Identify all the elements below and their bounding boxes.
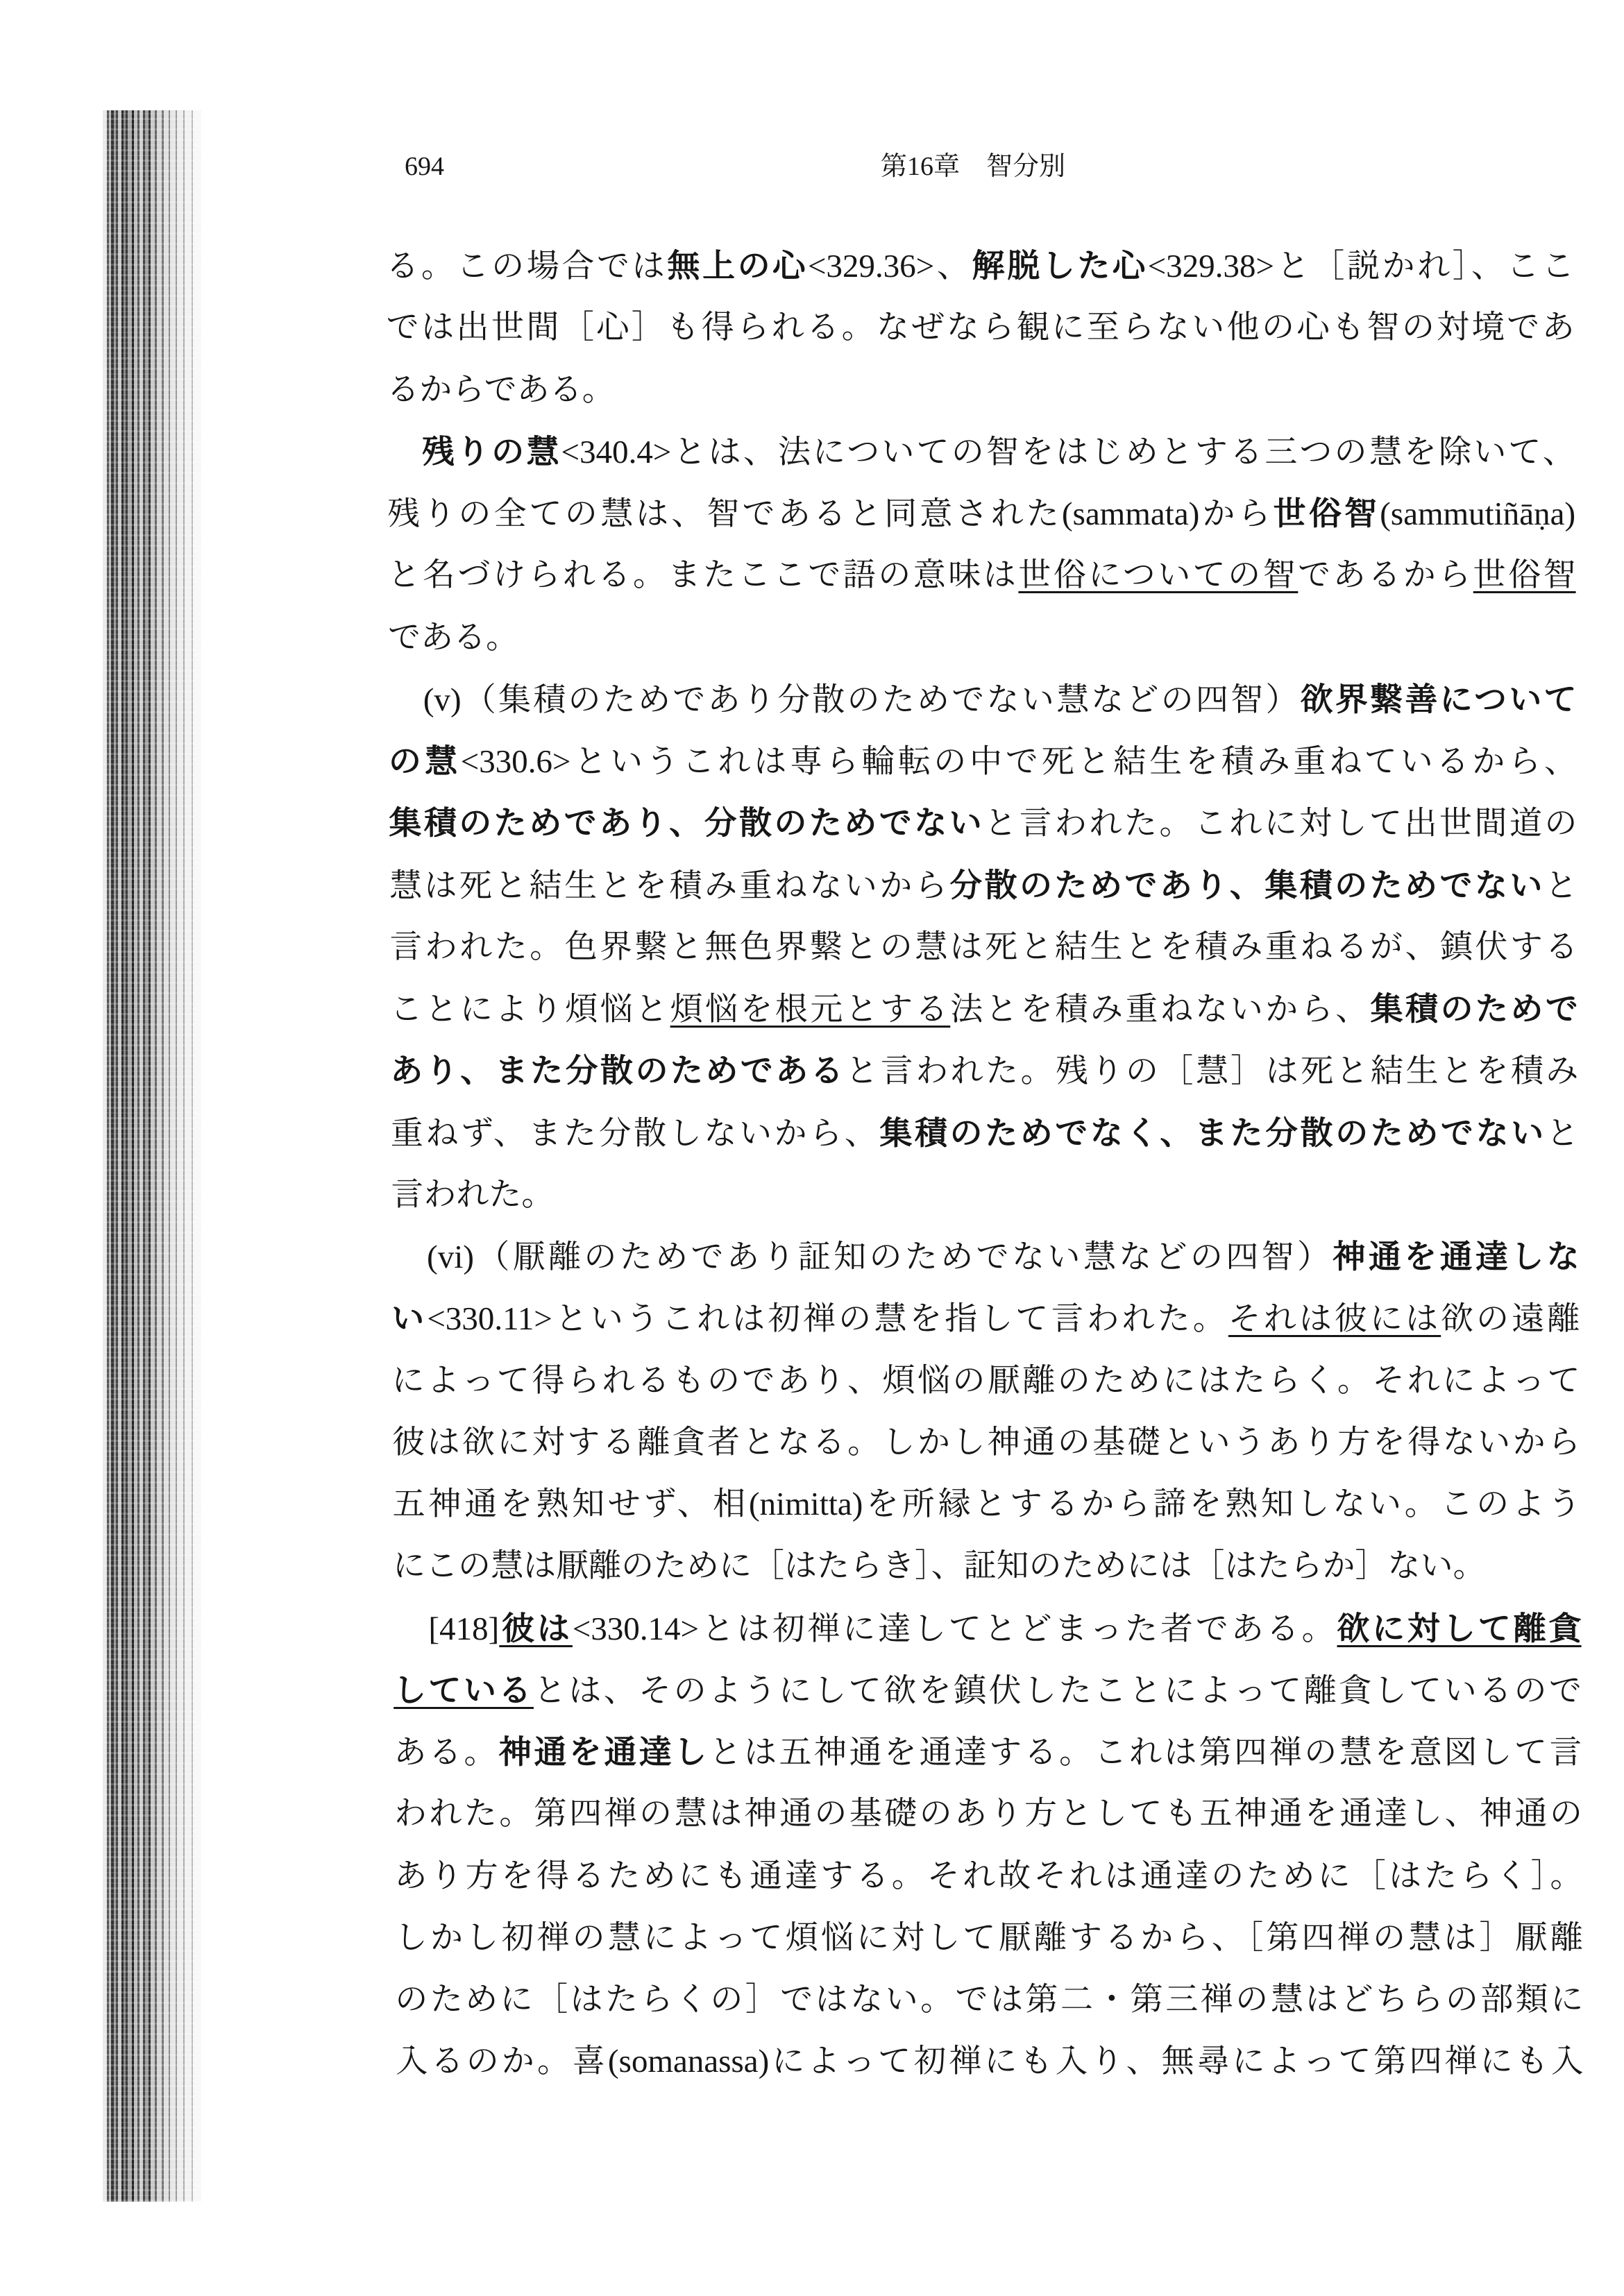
text-run: 重ねず、また分散しないから、 — [390, 1115, 880, 1152]
text-run: ある。 — [394, 1735, 499, 1771]
text-line — [394, 1660, 1582, 1721]
text-line — [389, 731, 1577, 792]
bold-underlined-text: している — [393, 1671, 534, 1710]
text-line — [391, 1164, 1579, 1226]
text-run: とは五神通を通達する。これは第四禅の慧を意図して言 — [709, 1735, 1582, 1771]
text-run: あり方を得るためにも通達する。それ故それは通達のために［はたらく］。 — [394, 1857, 1583, 1894]
text-run: (sammutiñāṇa) — [1380, 496, 1576, 532]
underlined-text: 世俗智 — [1473, 557, 1576, 594]
text-line — [395, 1907, 1583, 1969]
text-line — [389, 855, 1578, 917]
text-run: のために［はたらくの］ではない。では第二・第三禅の慧はどちらの部類に — [395, 1982, 1584, 2018]
bold-text: の慧 — [388, 742, 461, 781]
text-line — [387, 483, 1575, 545]
text-run: <330.11>というこれは初禅の慧を指して言われた。 — [427, 1301, 1228, 1338]
text-run: 入るのか。喜(somanassa)によって初禅にも入り、無尋によって第四禅にも入 — [395, 2043, 1584, 2080]
body-text — [386, 235, 1584, 2093]
paragraph — [386, 235, 1575, 421]
bold-text: 残りの慧 — [421, 432, 561, 471]
text-run: 法とを積み重ねないから、 — [949, 992, 1371, 1028]
text-run: である。 — [387, 619, 519, 656]
text-line — [388, 607, 1576, 669]
text-run: 言われた。 — [391, 1176, 555, 1213]
text-run: と — [1546, 1115, 1579, 1152]
underlined-text: 世俗についての智 — [1018, 557, 1299, 594]
text-run: <329.36>、 — [807, 248, 972, 284]
text-line — [386, 297, 1574, 359]
bold-text: い — [391, 1300, 428, 1338]
text-run: によって得られるものであり、煩悩の厭離のためにはたらく。それによって — [391, 1362, 1580, 1399]
text-run: 残りの全ての慧は、智であると同意された(sammata)から — [387, 496, 1274, 532]
text-run: る。この場合では — [386, 248, 668, 284]
text-run: <330.6>というこれは専ら輪転の中で死と結生を積み重ねているから、 — [460, 744, 1578, 780]
underlined-text: それは彼には — [1228, 1301, 1441, 1338]
text-line — [391, 1103, 1579, 1164]
text-line — [391, 1226, 1579, 1288]
text-run: (vi)（厭離のためであり証知のためでない慧などの四智） — [391, 1239, 1333, 1275]
page-number: 694 — [405, 152, 444, 181]
paragraph — [391, 1226, 1581, 1598]
text-line — [394, 1783, 1582, 1845]
running-title: 第16章 智分別 — [880, 152, 1066, 181]
text-line — [392, 1412, 1580, 1474]
text-run — [387, 434, 422, 470]
text-line — [390, 978, 1578, 1040]
text-line — [389, 792, 1577, 854]
text-line — [387, 359, 1575, 421]
bold-underlined-text: 彼は — [499, 1609, 573, 1648]
bold-text: 集積のためで — [1370, 990, 1579, 1028]
text-run: (v)（集積のためであり分散のためでない慧などの四智） — [388, 681, 1301, 718]
text-run: 欲の遠離 — [1440, 1301, 1580, 1338]
text-run: [418] — [393, 1610, 500, 1647]
text-line — [394, 1721, 1582, 1783]
bold-text: 解脱した心 — [972, 247, 1148, 285]
text-line — [389, 917, 1578, 978]
scan-gutter-shadow — [103, 110, 201, 2202]
text-line — [394, 1846, 1582, 1907]
text-line — [386, 235, 1574, 297]
text-run: <340.4>とは、法についての智をはじめとする三つの慧を除いて、 — [561, 434, 1575, 470]
text-run: われた。第四禅の慧は神通の基礎のあり方としても五神通を通達し、神通の — [394, 1796, 1583, 1832]
text-run: であるから — [1298, 557, 1473, 594]
bold-text: 集積のためでなく、また分散のためでない — [879, 1114, 1546, 1153]
bold-text: 無上の心 — [667, 247, 809, 285]
text-run: <329.38>と［説かれ］、ここ — [1147, 248, 1575, 284]
text-run: 五神通を熟知せず、相(nimitta)を所縁とするから諦を熟知しない。このよう — [392, 1486, 1581, 1522]
text-line — [395, 1969, 1583, 2031]
text-run: 慧は死と結生とを積み重ねないから — [389, 867, 950, 904]
text-line — [393, 1598, 1581, 1660]
text-run: ことにより煩悩と — [389, 992, 670, 1028]
text-line — [390, 1040, 1578, 1102]
text-line — [387, 421, 1575, 483]
paragraph — [388, 669, 1579, 1226]
bold-underlined-text: 欲に対して離貪 — [1337, 1609, 1582, 1648]
text-line — [387, 545, 1575, 606]
bold-text: 分散のためであり、集積のためでない — [949, 866, 1546, 905]
text-run: と言われた。これに対して出世間道の — [984, 806, 1578, 842]
text-run: るからである。 — [387, 371, 615, 408]
bold-text: 神通を通達し — [498, 1733, 709, 1771]
text-line — [391, 1288, 1580, 1350]
paragraph — [387, 421, 1576, 669]
text-run: では出世間［心］も得られる。なぜなら観に至らない他の心も智の対境であ — [386, 309, 1575, 346]
paragraph — [393, 1598, 1584, 2093]
bold-text: 集積のためであり、分散のためでない — [389, 804, 985, 843]
bold-text: 神通を通達しな — [1333, 1238, 1580, 1276]
text-run: <330.14>とは初禅に達してとどまった者である。 — [572, 1610, 1337, 1647]
text-line — [396, 2031, 1584, 2093]
text-run: 言われた。色界繋と無色界繋との慧は死と結生とを積み重ねるが、鎮伏する — [389, 928, 1578, 965]
text-run: しかし初禅の慧によって煩悩に対して厭離するから、［第四禅の慧は］厭離 — [394, 1919, 1583, 1956]
text-run: と — [1544, 867, 1578, 904]
text-run: と言われた。残りの［慧］は死と結生とを積み — [845, 1053, 1579, 1090]
text-run: にこの慧は厭離のために［はたらき］、証知のためには［はたらか］ない。 — [392, 1548, 1486, 1585]
text-line — [392, 1474, 1580, 1536]
bold-text: あり、また分散のためである — [390, 1052, 846, 1091]
text-line — [393, 1536, 1581, 1597]
bold-text: 欲界繋善について — [1300, 680, 1577, 719]
bold-text: 世俗智 — [1273, 495, 1380, 533]
underlined-text: 煩悩を根元とする — [670, 992, 951, 1028]
text-run: とは、そのようにして欲を鎮伏したことによって離貪しているので — [533, 1672, 1582, 1709]
text-run: 彼は欲に対する離貪者となる。しかし神通の基礎というあり方を得ないから — [391, 1424, 1581, 1461]
text-run: と名づけられる。またここで語の意味は — [387, 557, 1019, 594]
text-line — [391, 1350, 1580, 1412]
text-line — [388, 669, 1576, 731]
